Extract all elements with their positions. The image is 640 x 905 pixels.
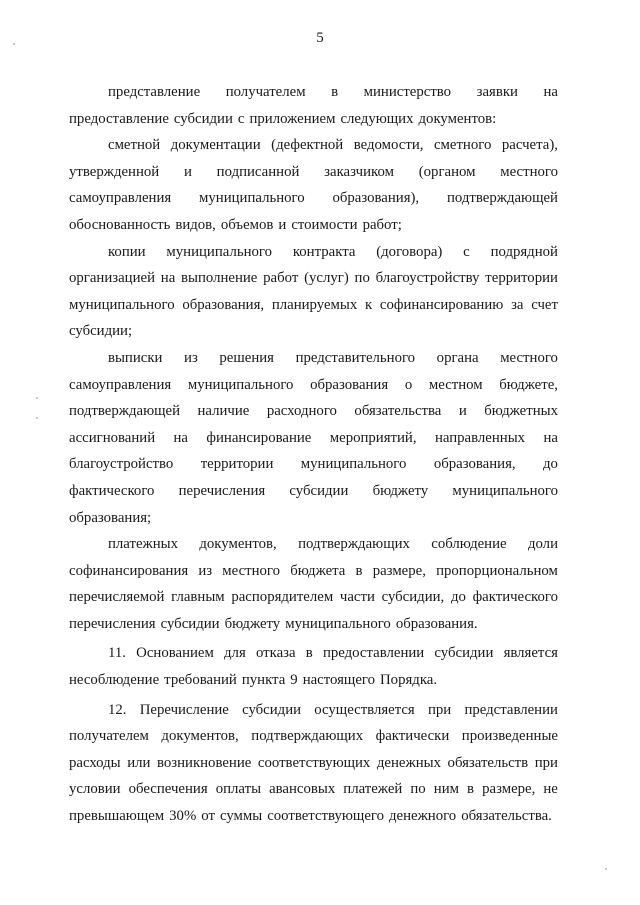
word: муниципального (285, 615, 391, 632)
word: расходного (266, 403, 337, 420)
word: фактического (69, 482, 155, 499)
word: копии (108, 243, 146, 260)
word: перечисляемой (69, 589, 165, 606)
word: не (543, 781, 558, 798)
word: субсидии (434, 645, 494, 662)
word: перечисления (69, 615, 156, 632)
word: местного (500, 163, 558, 180)
text-line (69, 239, 558, 266)
word: муниципального (452, 482, 558, 499)
word: решения (219, 349, 274, 366)
word: авансовых (269, 781, 336, 798)
word: образования; (69, 509, 152, 526)
word: распорядителем (231, 589, 334, 606)
word: о (404, 376, 413, 393)
word: субсидии (242, 701, 302, 718)
word: обоснованность (69, 216, 171, 233)
text-line (69, 558, 558, 585)
word: подтверждающих (298, 536, 410, 553)
paragraph (69, 531, 558, 637)
word: благоустройство (69, 456, 174, 473)
paragraph (69, 239, 558, 345)
word: сметной (108, 137, 161, 154)
word: ним (433, 781, 459, 798)
word: по (354, 270, 370, 287)
text-line (69, 750, 558, 777)
word: соответствующего (267, 808, 384, 825)
word: выписки (108, 349, 163, 366)
word: 11. (108, 645, 126, 662)
text-line (69, 79, 558, 106)
word: образования. (395, 615, 478, 632)
word: местного (500, 349, 558, 366)
word: на (173, 429, 189, 446)
word: с (463, 243, 470, 260)
paragraph (69, 345, 558, 531)
text-line (69, 723, 558, 750)
word: за (511, 296, 524, 313)
word: получателем (225, 84, 306, 100)
word: образования (310, 376, 389, 393)
word: пропорциональном (436, 562, 558, 579)
word: в (331, 84, 339, 100)
word: при (427, 701, 452, 718)
word: соответствующих (257, 754, 371, 771)
word: Основанием (136, 645, 214, 662)
word: в (467, 781, 475, 798)
word: в (355, 562, 363, 579)
word: мероприятий, (329, 429, 417, 446)
word: субсидии (289, 482, 349, 499)
word: бюджету (372, 482, 429, 499)
text-line (69, 776, 558, 803)
word: местном (428, 376, 483, 393)
scan-speck (13, 43, 15, 45)
word: условии (69, 781, 121, 798)
text-line (69, 667, 558, 694)
word: образования), (332, 190, 420, 207)
word: территории (485, 270, 558, 287)
word: приложением (249, 110, 336, 127)
text-line (69, 478, 558, 505)
text-line (69, 697, 558, 724)
word: ведомости, (353, 137, 424, 154)
word: Перечисление (139, 701, 229, 718)
word: документации (170, 137, 261, 154)
word: несоблюдение (69, 672, 160, 689)
word: документов, (199, 536, 277, 553)
word: настоящего (302, 672, 375, 689)
text-line (69, 372, 558, 399)
word: выполнение (181, 270, 258, 287)
word: для (224, 645, 246, 662)
word: платежных (108, 536, 179, 553)
word: 30% (169, 808, 197, 825)
word: ассигнований (69, 429, 156, 446)
text-line (69, 212, 558, 239)
word: муниципального (300, 456, 407, 473)
word: возникновение (156, 754, 252, 771)
text-line (69, 425, 558, 452)
text-line (69, 803, 558, 830)
word: к (364, 296, 373, 313)
word: платежей (343, 781, 403, 798)
word: фактически (375, 728, 450, 745)
word: самоуправления (69, 376, 172, 393)
word: главным (171, 589, 225, 606)
word: документов: (418, 110, 497, 127)
word: местного (222, 562, 281, 579)
word: на (160, 270, 176, 287)
word: бюджета (290, 562, 346, 579)
word: осуществляется (314, 701, 415, 718)
word: перечисления (178, 482, 266, 499)
word: утвержденной (69, 163, 160, 180)
word: работ (263, 270, 299, 287)
word: пункта (241, 672, 286, 689)
word: территории (200, 456, 274, 473)
word: 9 (290, 672, 298, 689)
text-line (69, 584, 558, 611)
text-line (69, 505, 558, 532)
word: с (237, 110, 245, 127)
word: софинансированию (379, 296, 504, 313)
word: образования, (182, 296, 265, 313)
paragraph (69, 79, 558, 132)
word: обеспечения (128, 781, 208, 798)
word: требований (164, 672, 237, 689)
word: образования, (433, 456, 516, 473)
word: представлении (464, 701, 558, 718)
word: превышающем (69, 808, 165, 825)
word: представительного (295, 349, 416, 366)
word: на (543, 84, 558, 100)
word: доли (527, 536, 558, 553)
word: из (184, 349, 198, 366)
word: подтверждающих (251, 728, 364, 745)
word: заявки (476, 84, 518, 100)
word: органа (436, 349, 479, 366)
word: расчета), (501, 137, 558, 154)
text-line (69, 345, 558, 372)
document-body (69, 79, 558, 830)
word: подтверждающей (446, 190, 558, 207)
text-line (69, 265, 558, 292)
text-line (69, 132, 558, 159)
word: подписанной (216, 163, 300, 180)
word: (договора) (376, 243, 443, 260)
word: обязательств (447, 754, 529, 771)
scan-speck (36, 397, 38, 399)
word: получателем (69, 728, 149, 745)
scan-speck (36, 417, 38, 419)
text-line (69, 318, 558, 345)
word: размере, (482, 781, 536, 798)
word: подрядной (490, 243, 558, 260)
page-number: 5 (316, 30, 324, 46)
text-line (69, 451, 558, 478)
word: 12. (108, 701, 127, 718)
text-line (69, 640, 558, 667)
word: от (201, 808, 215, 825)
word: муниципального (199, 190, 305, 207)
text-line (69, 531, 558, 558)
word: следующих (340, 110, 414, 127)
scan-speck (605, 868, 607, 870)
word: предоставление (69, 110, 169, 127)
word: субсидии, (381, 589, 445, 606)
word: расходы (69, 754, 121, 771)
word: Порядка. (380, 672, 438, 689)
word: субсидии (160, 615, 220, 632)
word: планируемых (271, 296, 358, 313)
word: контракта (292, 243, 356, 260)
text-line (69, 292, 558, 319)
word: видов, (175, 216, 216, 233)
word: самоуправления (69, 190, 172, 207)
word: муниципального (187, 376, 294, 393)
word: стоимости (291, 216, 358, 233)
word: произведенные (461, 728, 558, 745)
word: и (458, 403, 467, 420)
word: бюджетных (484, 403, 558, 420)
word: на (543, 429, 558, 446)
text-line (69, 398, 558, 425)
word: соблюдение (431, 536, 507, 553)
word: по (410, 781, 426, 798)
word: документов, (161, 728, 239, 745)
word: суммы (219, 808, 263, 825)
word: из (198, 562, 213, 579)
word: денежных (376, 754, 441, 771)
text-line (69, 106, 558, 133)
text-line (69, 185, 558, 212)
text-line (69, 611, 558, 638)
word: наличие (197, 403, 250, 420)
word: организацией (69, 270, 156, 287)
word: софинансирования (69, 562, 189, 579)
paragraph (69, 640, 558, 693)
word: бюджете, (499, 376, 558, 393)
word: работ; (362, 216, 402, 233)
word: благоустройству (375, 270, 480, 287)
word: предоставлении (322, 645, 425, 662)
word: и (278, 216, 287, 233)
word: оплаты (215, 781, 262, 798)
word: в (305, 645, 313, 662)
paragraph (69, 697, 558, 830)
word: (услуг) (304, 270, 349, 287)
word: размере, (372, 562, 426, 579)
word: муниципального (166, 243, 273, 260)
word: до (543, 456, 558, 473)
word: (дефектной (271, 137, 344, 154)
word: субсидии (173, 110, 233, 127)
word: направленных (434, 429, 526, 446)
word: денежного (388, 808, 457, 825)
word: до (450, 589, 466, 606)
word: и (183, 163, 192, 180)
word: обязательства. (461, 808, 552, 825)
word: объемов (220, 216, 274, 233)
paragraph (69, 132, 558, 238)
word: счет (531, 296, 558, 313)
word: (органом (418, 163, 476, 180)
word: заказчиком (324, 163, 394, 180)
word: или (127, 754, 151, 771)
word: отказа (255, 645, 296, 662)
word: при (534, 754, 558, 771)
word: представление (108, 84, 201, 100)
word: бюджету (224, 615, 281, 632)
word: сметного (433, 137, 492, 154)
word: финансирование (206, 429, 312, 446)
word: субсидии; (69, 323, 133, 340)
text-line (69, 159, 558, 186)
word: министерство (363, 84, 452, 100)
word: подтверждающей (69, 403, 181, 420)
word: обязательства (354, 403, 442, 420)
word: муниципального (69, 296, 175, 313)
word: части (339, 589, 375, 606)
word: является (503, 645, 558, 662)
word: фактического (472, 589, 558, 606)
